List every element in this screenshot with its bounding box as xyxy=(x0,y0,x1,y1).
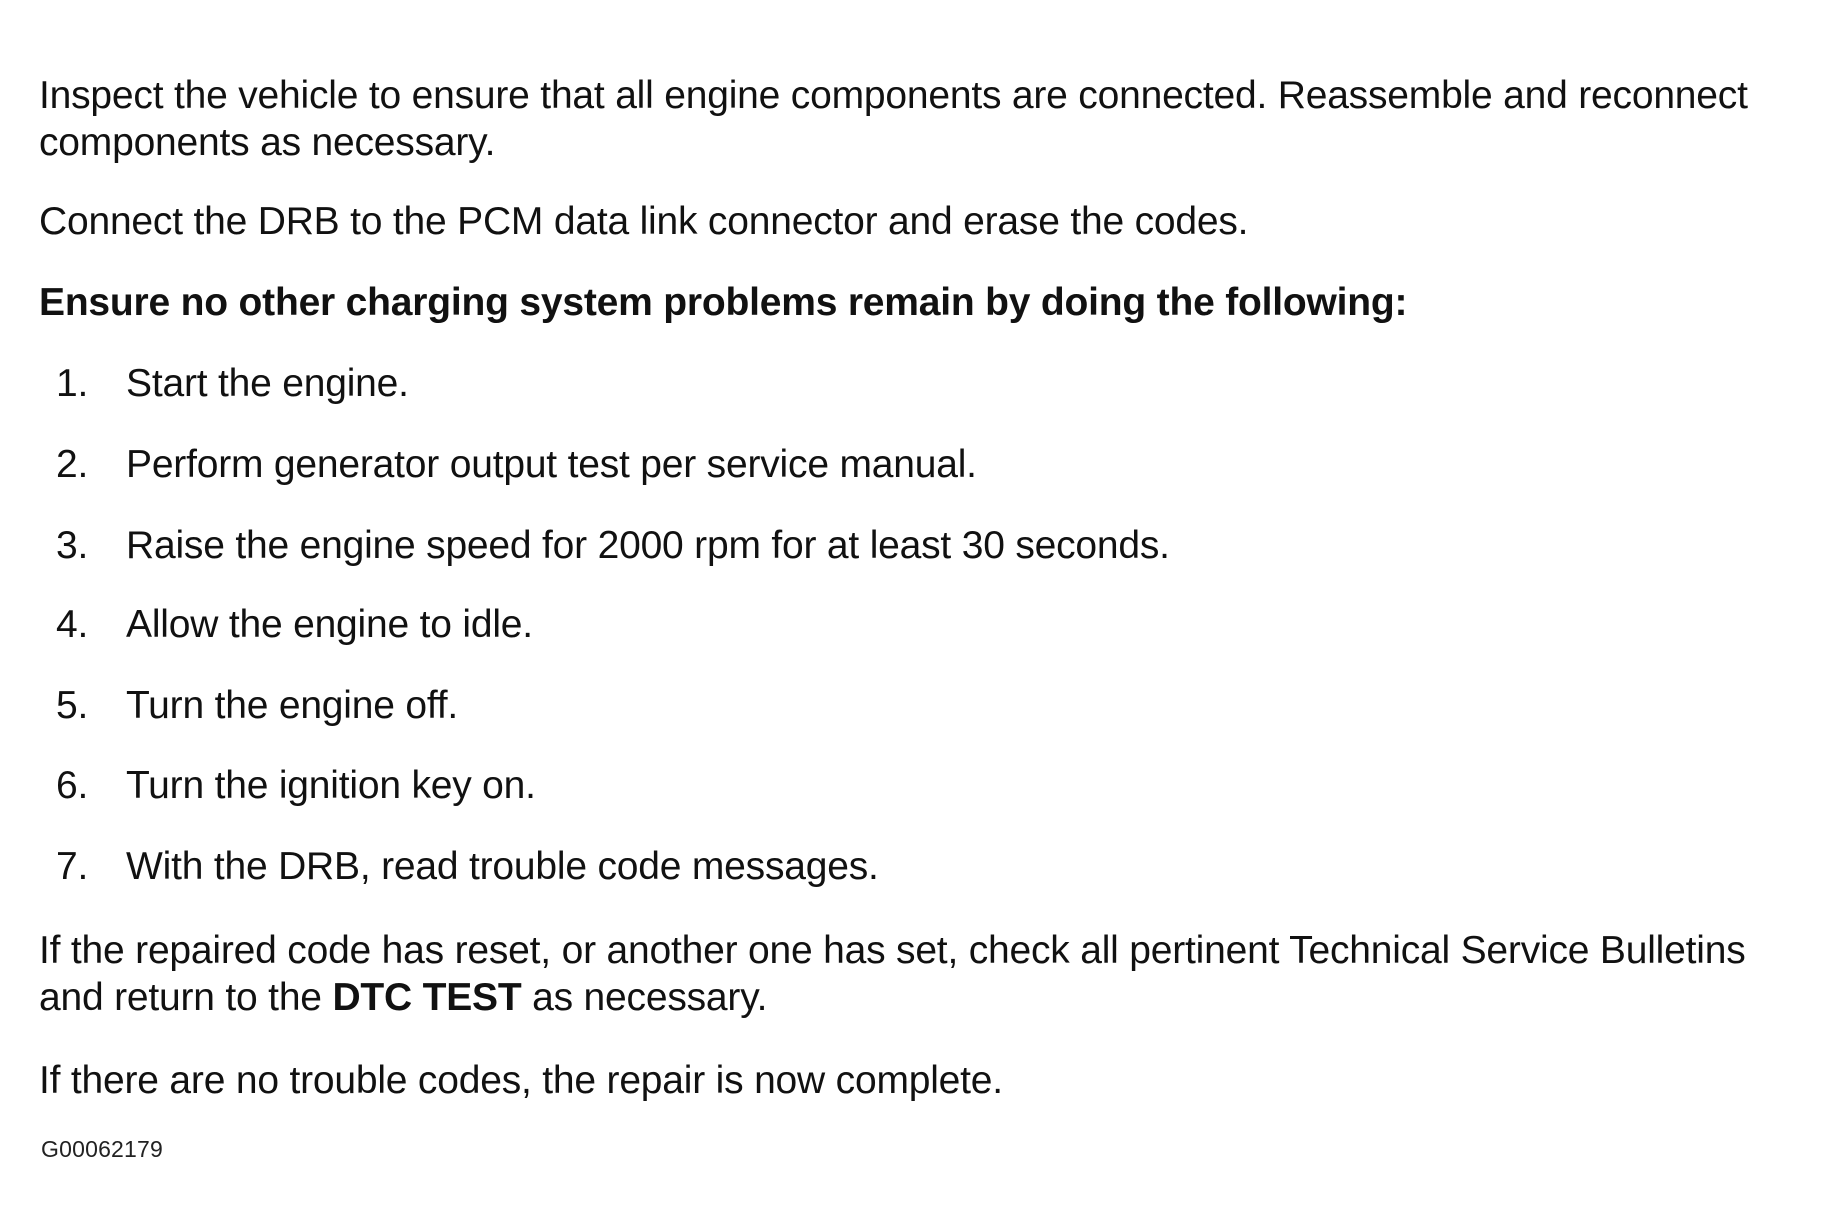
step-number: 1. xyxy=(56,362,89,405)
figure-id-label: G00062179 xyxy=(41,1136,164,1162)
step-item xyxy=(0,601,1600,648)
step-text: Turn the ignition key on. xyxy=(126,764,536,807)
reset-text-suffix: as necessary. xyxy=(521,976,768,1019)
step-item xyxy=(0,441,1600,488)
dtc-test-reference: DTC TEST xyxy=(332,976,522,1019)
inspect-paragraph: Inspect the vehicle to ensure that all engine components are connected. Reassemble and reconnect components as necessary. xyxy=(39,74,1748,164)
step-text: Raise the engine speed for 2000 rpm for at least 30 seconds. xyxy=(126,524,1170,567)
step-item xyxy=(0,682,1600,729)
step-number: 2. xyxy=(56,443,89,486)
step-text: Turn the engine off. xyxy=(126,684,459,727)
step-number: 3. xyxy=(56,524,89,567)
step-number: 6. xyxy=(56,764,89,807)
reset-text-prefix: If the repaired code has reset, or another one has set, check all pertinent Technical Service Bulletins and return to the xyxy=(39,929,1746,1019)
ensure-heading: Ensure no other charging system problems remain by doing the following: xyxy=(39,281,1408,324)
connect-paragraph: Connect the DRB to the PCM data link connector and erase the codes. xyxy=(39,200,1249,243)
step-text: Allow the engine to idle. xyxy=(126,603,533,646)
step-item xyxy=(0,360,1600,407)
step-item xyxy=(0,843,1600,890)
step-number: 5. xyxy=(56,684,89,727)
step-text: With the DRB, read trouble code messages. xyxy=(126,845,879,888)
reset-paragraph xyxy=(39,927,1819,1021)
step-item xyxy=(0,762,1600,809)
step-text: Start the engine. xyxy=(126,362,409,405)
step-number: 4. xyxy=(56,603,89,646)
step-number: 7. xyxy=(56,845,89,888)
step-text: Perform generator output test per service manual. xyxy=(126,443,977,486)
step-item xyxy=(0,522,1600,569)
complete-paragraph: If there are no trouble codes, the repair is now complete. xyxy=(39,1059,1003,1102)
